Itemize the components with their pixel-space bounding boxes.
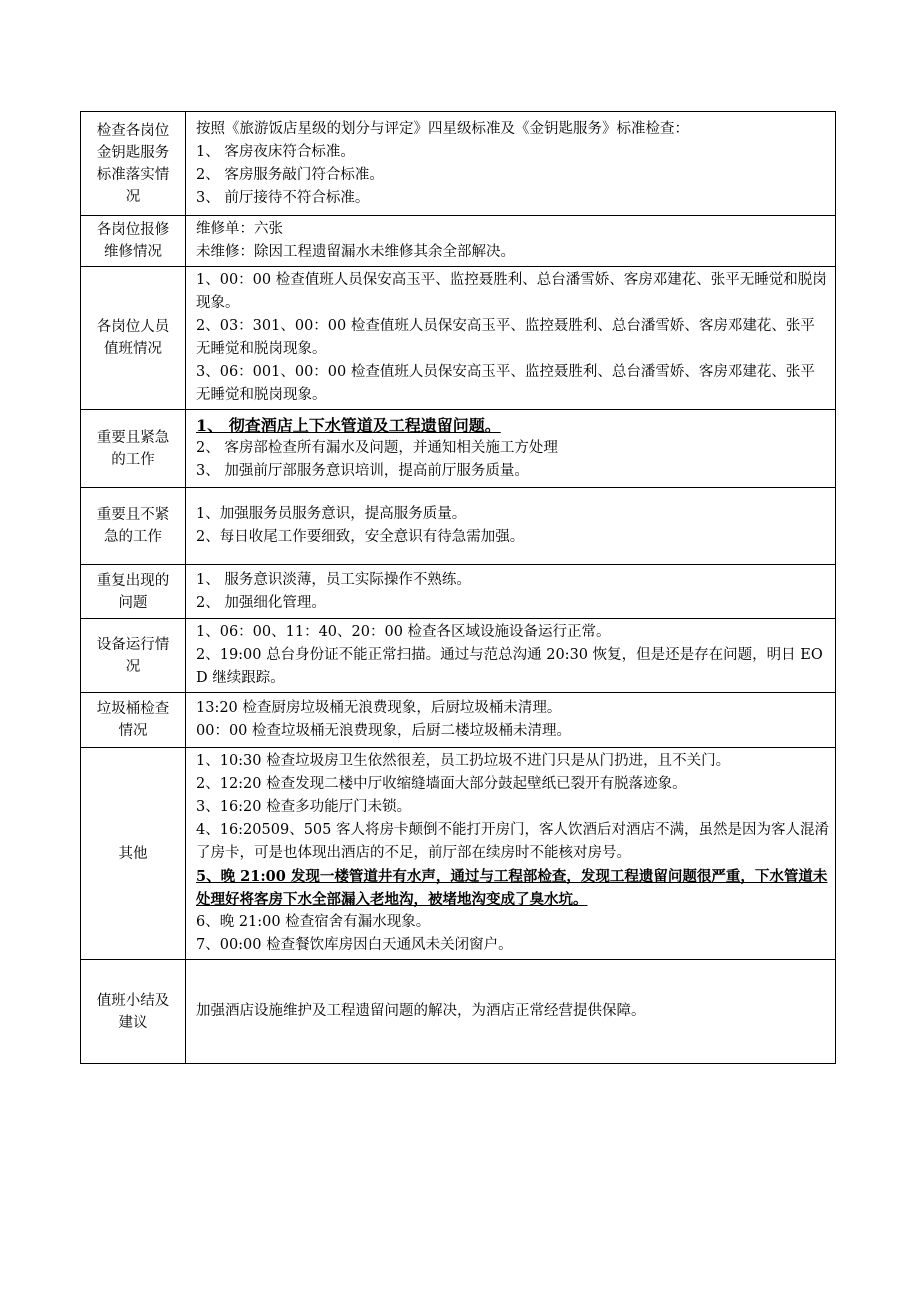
table-row <box>81 748 836 960</box>
content-line: 1、 服务意识淡薄，员工实际操作不熟练。 <box>196 571 471 588</box>
content-line: 2、 加强细化管理。 <box>196 594 326 611</box>
content-line: 2、03：301、00：00 检查值班人员保安高玉平、监控聂胜利、总台潘雪娇、客房邓建花、张平无睡觉和脱岗现象。 <box>196 318 815 357</box>
row-label: 重要且紧急的工作 <box>81 410 186 488</box>
row-content <box>186 619 836 693</box>
content-line: 1、06：00、11：40、20：00 检查各区域设施设备运行正常。 <box>196 624 611 640</box>
content-line: 2、每日收尾工作要细致，安全意识有待急需加强。 <box>196 529 525 545</box>
content-line: 3、06：001、00：00 检查值班人员保安高玉平、监控聂胜利、总台潘雪娇、客房邓建花、张平无睡觉和脱岗现象。 <box>196 364 815 403</box>
table-row <box>81 960 836 1064</box>
content-line: 按照《旅游饭店星级的划分与评定》四星级标准及《金钥匙服务》标准检查： <box>196 120 689 137</box>
table-row <box>81 619 836 693</box>
content-line: 13:20 检查厨房垃圾桶无浪费现象，后厨垃圾桶未清理。 <box>196 700 562 716</box>
row-label: 检查各岗位金钥匙服务标准落实情况 <box>81 112 186 216</box>
table-row <box>81 267 836 410</box>
row-content <box>186 488 836 565</box>
row-content <box>186 960 836 1064</box>
table-row <box>81 112 836 216</box>
content-line: 6、晚 21:00 检查宿舍有漏水现象。 <box>196 914 431 930</box>
row-label: 各岗位人员值班情况 <box>81 267 186 410</box>
content-line: 2、19:00 总台身份证不能正常扫描。通过与范总沟通 20:30 恢复，但是还是存在问题，明日 EOD 继续跟踪。 <box>196 647 823 686</box>
content-line: 3、16:20 检查多功能厅门未锁。 <box>196 799 412 815</box>
row-label: 垃圾桶检查情况 <box>81 693 186 748</box>
content-line: 未维修：除因工程遗留漏水未维修其余全部解决。 <box>196 244 515 260</box>
table-row <box>81 410 836 488</box>
content-line: 00：00 检查垃圾桶无浪费现象，后厨二楼垃圾桶未清理。 <box>196 723 572 739</box>
content-line: 维修单：六张 <box>196 221 283 237</box>
table-row <box>81 488 836 565</box>
content-line: 1、 客房夜床符合标准。 <box>196 143 355 160</box>
content-line: 1、10:30 检查垃圾房卫生依然很差，员工扔垃圾不进门只是从门扔进，且不关门。 <box>196 753 731 769</box>
content-line: 3、 前厅接待不符合标准。 <box>196 189 370 206</box>
content-line: 4、16:20509、505 客人将房卡颠倒不能打开房门，客人饮酒后对酒店不满，虽然是因为客人混淆了房卡，可是也体现出酒店的不足，前厅部在续房时不能核对房号。 <box>196 822 829 861</box>
row-content <box>186 565 836 619</box>
content-line: 7、00:00 检查餐饮库房因白天通风未关闭窗户。 <box>196 937 513 953</box>
row-label: 值班小结及建议 <box>81 960 186 1064</box>
content-line: 2、 客房部检查所有漏水及问题，并通知相关施工方处理 <box>196 440 558 456</box>
row-label: 设备运行情况 <box>81 619 186 693</box>
row-label: 其他 <box>81 748 186 960</box>
content-line: 1、加强服务员服务意识，提高服务质量。 <box>196 506 467 522</box>
row-label: 重复出现的问题 <box>81 565 186 619</box>
content-line: 2、12:20 检查发现二楼中厅收缩缝墙面大部分鼓起壁纸已裂开有脱落迹象。 <box>196 776 687 792</box>
table-row <box>81 565 836 619</box>
duty-report-table <box>80 111 836 1064</box>
content-line: 3、 加强前厅部服务意识培训，提高前厅服务质量。 <box>196 463 529 479</box>
row-content <box>186 410 836 488</box>
content-line: 2、 客房服务敲门符合标准。 <box>196 166 384 183</box>
content-line: 5、晚 21:00 发现一楼管道井有水声，通过与工程部检查，发现工程遗留问题很严重，下水管道未处理好将客房下水全部漏入老地沟，被堵地沟变成了臭水坑。 <box>196 868 828 908</box>
content-line: 加强酒店设施维护及工程遗留问题的解决，为酒店正常经营提供保障。 <box>196 1003 646 1019</box>
row-content <box>186 267 836 410</box>
row-content <box>186 693 836 748</box>
row-content <box>186 216 836 267</box>
row-label: 重要且不紧急的工作 <box>81 488 186 565</box>
content-line: 1、00：00 检查值班人员保安高玉平、监控聂胜利、总台潘雪娇、客房邓建花、张平无睡觉和脱岗现象。 <box>196 272 827 311</box>
row-content <box>186 748 836 960</box>
table-row <box>81 216 836 267</box>
row-label: 各岗位报修维修情况 <box>81 216 186 267</box>
content-line: 1、 彻查酒店上下水管道及工程遗留问题。 <box>196 416 501 435</box>
row-content <box>186 112 836 216</box>
table-row <box>81 693 836 748</box>
